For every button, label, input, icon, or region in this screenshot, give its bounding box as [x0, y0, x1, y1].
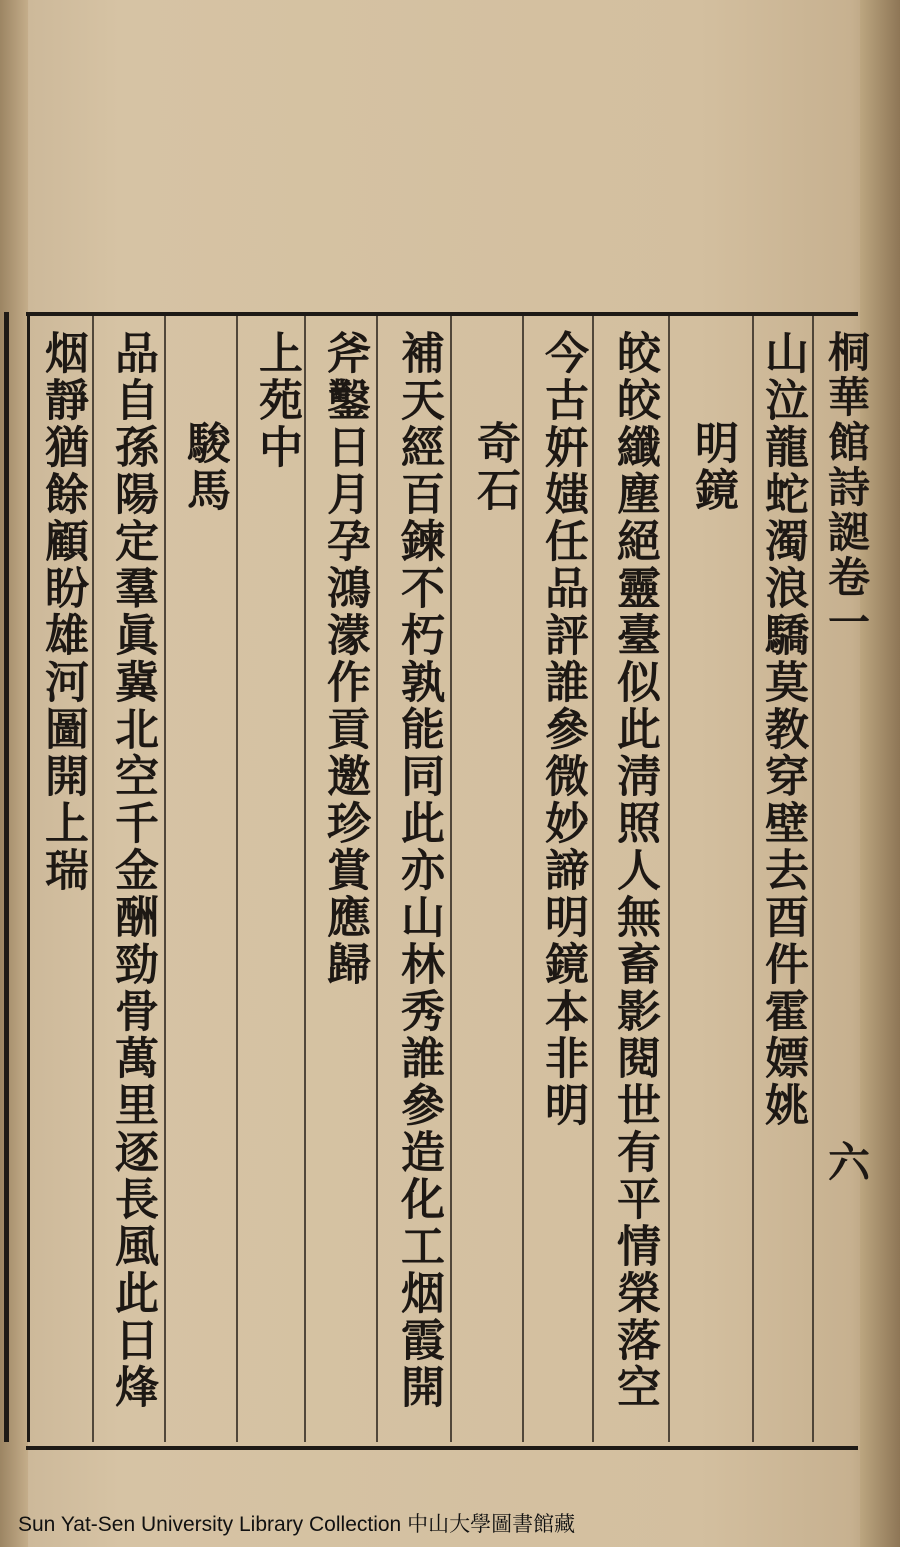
column-rule	[522, 316, 524, 1442]
poem-line: 斧鑿日月孕鴻濛作貢邀珍賞應歸	[319, 330, 370, 988]
poem-line: 補天經百鍊不朽孰能同此亦山林秀誰參造化工烟霞開	[393, 330, 444, 1411]
column-rule	[236, 316, 238, 1442]
poem-line: 山泣龍蛇濁浪驕莫教穿壁去酉件霍嫖姚	[757, 330, 808, 1129]
running-head: 桐華館詩𧩙卷一	[822, 330, 871, 645]
column-rule	[812, 316, 814, 1442]
poem-title: 奇石	[469, 420, 520, 514]
poem-line: 烟靜猶餘顧盼雄河圖開上瑞	[37, 330, 88, 894]
page-spine-edge	[860, 0, 900, 1547]
column-rule	[592, 316, 594, 1442]
column-rule	[164, 316, 166, 1442]
poem-line: 品自孫陽定羣眞冀北空千金酬勁骨萬里逐長風此日烽	[107, 330, 158, 1411]
column-rule	[376, 316, 378, 1442]
poem-title: 明鏡	[687, 420, 738, 514]
poem-line: 皎皎纖塵絕靈臺似此淸照人無畜影閱世有平情榮落空	[609, 330, 660, 1411]
library-watermark: Sun Yat-Sen University Library Collection 中山大學圖書館藏	[18, 1513, 576, 1536]
poem-line: 今古姸媸任品評誰參微妙諦明鏡本非明	[537, 330, 588, 1129]
folio-number: 六	[822, 1140, 871, 1185]
column-rule	[450, 316, 452, 1442]
column-rule	[304, 316, 306, 1442]
column-rule	[92, 316, 94, 1442]
frame-left-border	[4, 312, 30, 1442]
poem-line: 上苑中	[251, 330, 302, 471]
poem-title: 駿馬	[179, 420, 230, 514]
column-rule	[668, 316, 670, 1442]
